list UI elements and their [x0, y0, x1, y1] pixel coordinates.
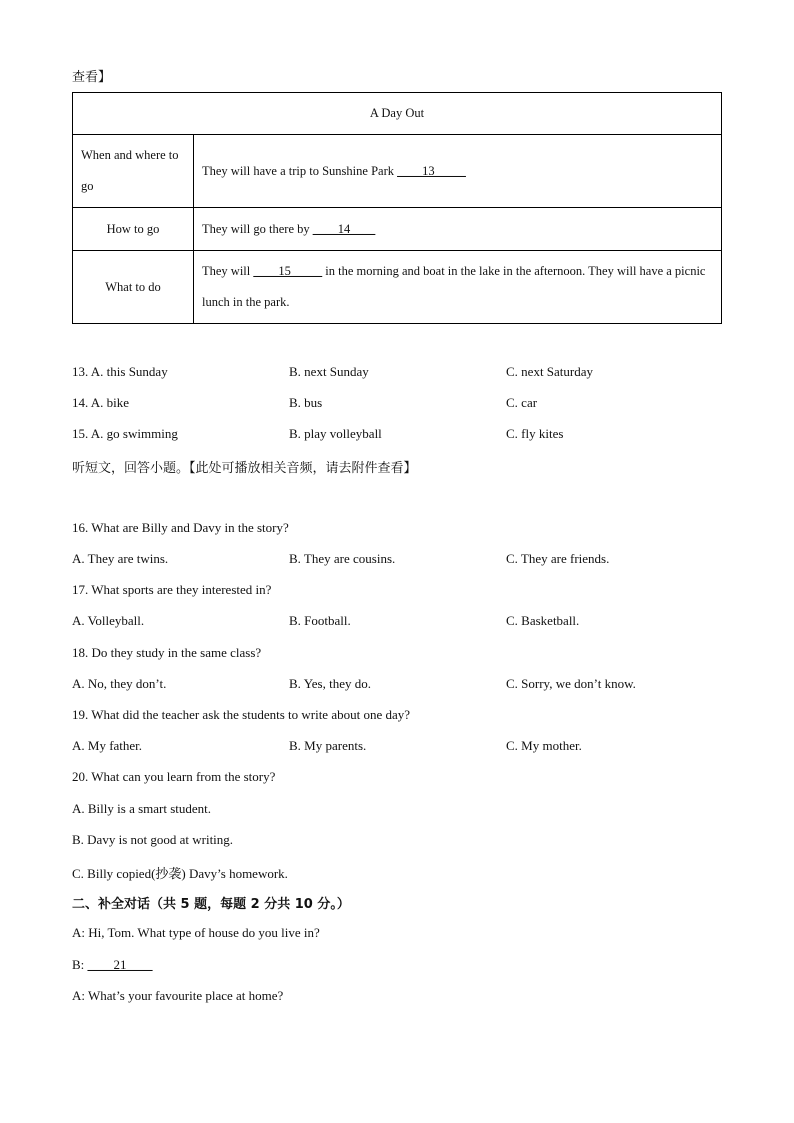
- q18-option-c: C. Sorry, we don’t know.: [506, 676, 636, 691]
- q19-option-c: C. My mother.: [506, 738, 582, 753]
- q15-option-b: B. play volleyball: [289, 426, 382, 441]
- q18-stem: 18. Do they study in the same class?: [72, 645, 262, 660]
- row-label: What to do: [73, 251, 194, 324]
- q17-option-a: A. Volleyball.: [72, 613, 145, 628]
- q14-option-c: C. car: [506, 395, 538, 410]
- q18-option-b: B. Yes, they do.: [289, 676, 371, 691]
- q17-option-c: C. Basketball.: [506, 613, 580, 628]
- row-label: How to go: [73, 208, 194, 251]
- row-value: They will go there by ____14____: [194, 208, 722, 251]
- header-fragment: 查看】: [72, 70, 112, 85]
- table-row: [73, 135, 722, 208]
- q16-stem: 16. What are Billy and Davy in the story?: [72, 520, 289, 535]
- blank-14: ____14____: [312, 221, 376, 236]
- blank-13: ____13_____: [397, 163, 466, 178]
- q19-option-b: B. My parents.: [289, 738, 367, 753]
- table-title: A Day Out: [73, 93, 722, 135]
- dialog-line-3: A: What’s your favourite place at home?: [72, 988, 284, 1003]
- q14-option-a: 14. A. bike: [72, 395, 130, 410]
- row-value: They will ____15_____ in the morning and boat in the lake in the afternoon. They will have a picnic lunch in the park.: [194, 251, 722, 324]
- listening-instruction: 听短文，回答小题。【此处可播放相关音频，请去附件查看】: [72, 461, 417, 476]
- dialog-line-1: A: Hi, Tom. What type of house do you live in?: [72, 925, 320, 940]
- row-value: They will have a trip to Sunshine Park ____13_____: [194, 135, 722, 208]
- table-row: [73, 208, 722, 251]
- q20-option-c: C. Billy copied(抄袭) Davy’s homework.: [72, 866, 288, 881]
- q14-option-b: B. bus: [289, 395, 323, 410]
- table-row: [73, 251, 722, 324]
- q17-stem: 17. What sports are they interested in?: [72, 582, 272, 597]
- q19-stem: 19. What did the teacher ask the students to write about one day?: [72, 707, 411, 722]
- blank-15: ____15_____: [253, 264, 323, 278]
- q15-option-c: C. fly kites: [506, 426, 564, 441]
- q16-option-a: A. They are twins.: [72, 551, 169, 566]
- q13-option-a: 13. A. this Sunday: [72, 364, 168, 379]
- q13-option-b: B. next Sunday: [289, 364, 369, 379]
- blank-21: ____21____: [87, 957, 153, 972]
- row-label: When and where to go: [73, 135, 194, 208]
- a-day-out-table: [72, 92, 722, 324]
- q18-option-a: A. No, they don’t.: [72, 676, 167, 691]
- q16-option-c: C. They are friends.: [506, 551, 610, 566]
- q20-option-b: B. Davy is not good at writing.: [72, 832, 234, 847]
- q15-option-a: 15. A. go swimming: [72, 426, 178, 441]
- q20-stem: 20. What can you learn from the story?: [72, 769, 276, 784]
- q16-option-b: B. They are cousins.: [289, 551, 396, 566]
- q17-option-b: B. Football.: [289, 613, 351, 628]
- q13-option-c: C. next Saturday: [506, 364, 594, 379]
- section-2-title: 二、补全对话（共 5 题，每题 2 分共 10 分。）: [72, 897, 350, 912]
- q19-option-a: A. My father.: [72, 738, 143, 753]
- dialog-line-2: B: ____21____: [72, 957, 153, 972]
- q20-option-a: A. Billy is a smart student.: [72, 801, 212, 816]
